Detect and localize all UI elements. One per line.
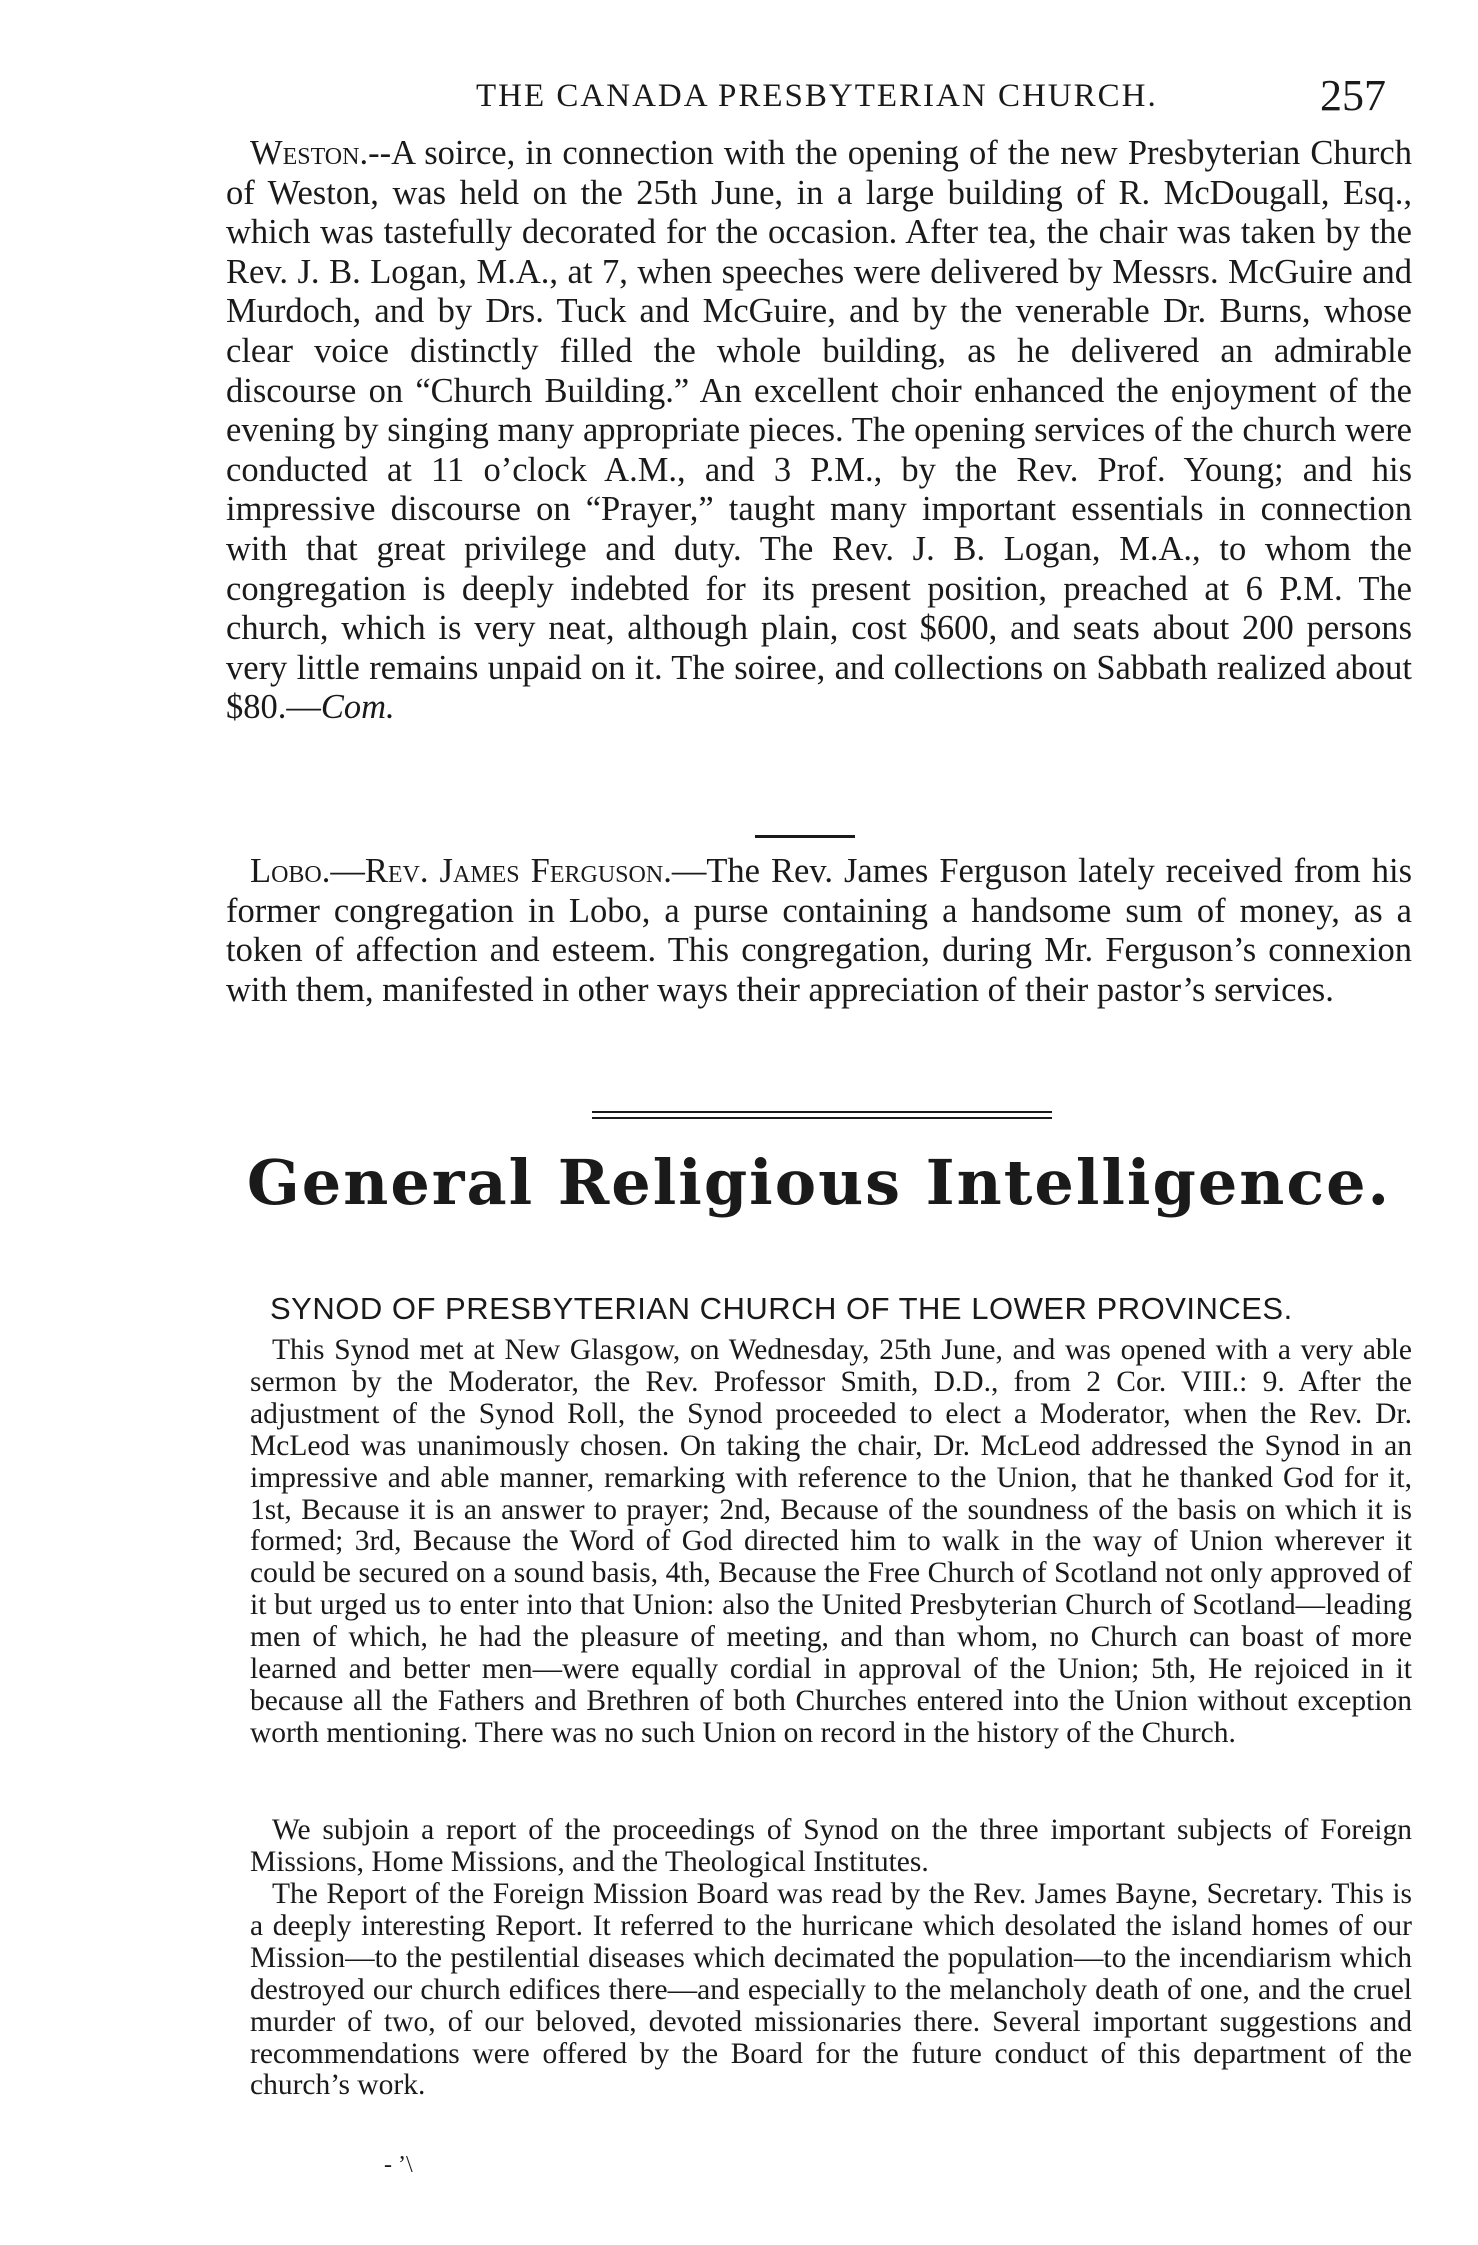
weston-text: --A soirce, in connection with the opening of the new Presbyterian Church of Weston, was held on the 25th June, in a large building of R. McDougall, Esq., which was tastefully decorated for the occasion. After tea, the chair was taken by the Rev. J. B. Logan, M.A., at 7, when speeches were delivered by Messrs. McGuire and Murdoch, and by Drs. Tuck and McGuire, and by the venerable Dr. Burns, whose clear voice distinctly filled the whole building, as he delivered an admirable discourse on “Church Building.” An excellent choir enhanced the enjoyment of the evening by singing many appropriate pieces. The opening services of the church were conducted at 11 o’clock A.M., and 3 P.M., by the Rev. Prof. Young; and his impressive discourse on “Prayer,” taught many important essentials in connection with that great privilege and duty. The Rev. J. B. Logan, M.A., to whom the congregation is deeply indebted for its present position, preached at 6 P.M. The church, which is very neat, although plain, cost $600, and seats about 200 persons very little remains unpaid on it. The soiree, and collections on Sabbath realized about $80.— (226, 134, 1412, 727)
running-head: THE CANADA PRESBYTERIAN CHURCH. (476, 78, 1158, 114)
synod-paragraph: The Report of the Foreign Mission Board was read by the Rev. James Bayne, Secretary. This is a deeply interesting Report. It referred to the hurricane which desolated the island homes of our Mission—to the pestilential diseases which decimated the population—to the incendiarism which destroyed our church edifices there—and especially to the melancholy death of one, and the cruel murder of two, of our beloved, devoted missionaries there. Several important suggestions and recommendations were offered by the Board for the future conduct of this department of the church’s work. (250, 1878, 1412, 2102)
separator-rule (755, 835, 855, 838)
weston-signature: Com. (320, 688, 395, 727)
weston-lead: Weston. (250, 134, 369, 172)
article-title: SYNOD OF PRESBYTERIAN CHURCH OF THE LOWER PROVINCES. (270, 1291, 1293, 1326)
lobo-lead: Lobo.—Rev. James Ferguson. (250, 852, 672, 890)
section-divider (592, 1111, 1052, 1119)
section-heading: General Religious Intelligence. (246, 1146, 1392, 1219)
synod-paragraph: This Synod met at New Glasgow, on Wednesday, 25th June, and was opened with a very able sermon by the Moderator, the Rev. Professor Smith, D.D., from 2 Cor. VIII.: 9. After the adjustment of the Synod Roll, the Synod proceeded to elect a Moderator, when the Rev. Dr. McLeod was unanimously chosen. On taking the chair, Dr. McLeod addressed the Synod in an impressive and able manner, remarking with reference to the Union, that he thanked God for it, 1st, Because it is an answer to prayer; 2nd, Because of the soundness of the basis on which it is formed; 3rd, Because the Word of God directed him to walk in the way of Union wherever it could be secured on a sound basis, 4th, Because the Free Church of Scotland not only approved of it but urged us to enter into that Union: also the United Presbyterian Church of Scotland—leading men of which, he had the pleasure of meeting, and than whom, no Church can boast of more learned and better men—were equally cordial in approval of the Union; 5th, He rejoiced in it because all the Fathers and Brethren of both Churches entered into the Union without exception worth mentioning. There was no such Union on record in the history of the Church. (250, 1334, 1412, 1749)
synod-paragraph: We subjoin a report of the proceedings of Synod on the three important subjects of Foreign Missions, Home Missions, and the Theological Institutes. (250, 1814, 1412, 1878)
page-header (226, 70, 1392, 126)
weston-paragraph (226, 134, 1412, 728)
lobo-paragraph (226, 852, 1412, 1010)
page-number: 257 (1320, 71, 1386, 120)
footer-mark: - ’\ (384, 2152, 413, 2178)
lobo-text: —The Rev. James Ferguson lately received from his former congregation in Lobo, a purse containing a handsome sum of money, as a token of affection and esteem. This congregation, during Mr. Ferguson’s connexion with them, manifested in other ways their appreciation of their pastor’s services. (226, 852, 1413, 1009)
